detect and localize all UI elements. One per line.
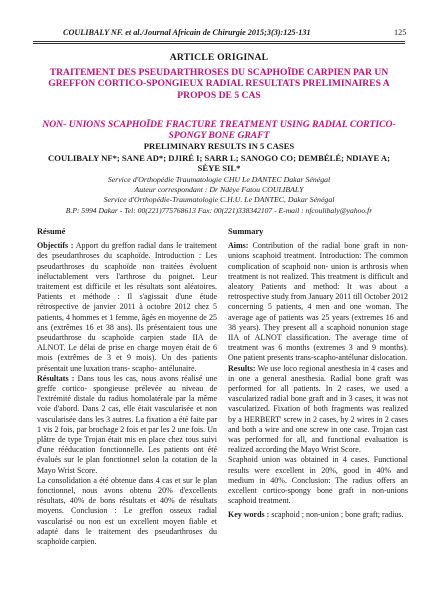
page-number: 125 xyxy=(394,28,407,37)
title-english: NON- UNIONS SCAPHOÏDE FRACTURE TREATMENT USING RADIAL CORTICO-SPONGY BONE GRAFT xyxy=(42,119,396,142)
resume-column xyxy=(37,227,217,547)
resume-consolidation: La consolidation a été obtenue dans 4 cas et sur le plan fonctionnel, nous avons obtenu 20% d'excellents résultats, 40% de bons résultats et 40% de résultats moyens. Conclusion : Le greffon osseux radial vascularisé ou non est un excellent moyen fiable et adapté dans le traitement des pseudarthroses du scaphoïde carpien. xyxy=(37,475,217,547)
objectifs-text: Apport du greffon radial dans le traitement des pseudarthroses du scaphoïde. Introduction : Les pseudarthroses du scaphoïde non traitées évoluent inéluctablement vers l'arthrose du poignet. Leur traitement est difficile et les résultats sont aléatoires. Patients et méthode : Il s'agissait d'une étude rétrospective de janvier 2011 à octobre 2012 chez 5 patients, 4 hommes et 1 femme, âgés en moyenne de 25 ans (extrêmes 16 et 38 ans). Ils présentaient tous une pseudarthrose du scaphoïde carpien stade IIA de ALNOT. Le délai de prise en charge moyen était de 6 mois (extrêmes de 3 et 9 mois). Un des patients présentait une luxation trans- scapho- antélunaire. xyxy=(37,241,218,373)
contact-details: B.P: 5994 Dakar - Tel: 00(221)775768613 Fax: 00(221)338342107 - E-mail : nfcoulibaly@yahoo.fr xyxy=(65,206,373,215)
summary-results xyxy=(228,364,408,456)
results-label: Results: xyxy=(228,363,256,373)
summary-aims xyxy=(228,241,408,363)
keywords xyxy=(228,510,408,520)
author-list: COULIBALY NF*; SANE AD*; DJIRÉ I; SARR L; SANOGO CO; DEMBÉLÉ; NDIAYE A; SÈYE SIL* xyxy=(48,153,390,174)
summary-heading: Summary xyxy=(228,227,264,236)
subtitle-english: PRELIMINARY RESULTS IN 5 CASES xyxy=(143,141,295,151)
corresponding-author: Auteur correspondant : Dr Ndèye Fatou COULIBALY xyxy=(134,185,304,194)
summary-union: Scaphoid union was obtained in 4 cases. Functional results were excellent in 20%, good in 40% and medium in 40%. Conclusion: The radius offers an excellent cortico-spongy bone graft in non-unions scaphoid treatment. xyxy=(228,455,408,506)
keywords-label: Key words : xyxy=(228,510,270,520)
resume-objectives xyxy=(37,241,217,374)
header-rule-thin xyxy=(33,43,405,44)
resultats-label: Résultats : xyxy=(37,373,75,383)
aims-text: Contribution of the radial bone graft in non-unions scaphoid treatment. Introduction: The common complication of scaphoid non- union is arthrosis when treatment is not realized. This treatment is difficult and aleatory Patients and method: It was about a retrospective study from January 2011 till October 2012 concerning 5 patients, 4 men and one woman. The average age of patients was 25 years (extremes 16 and 38 years). They present all a scaphoid nonunion stage IIA of ALNOT classification. The average time of treatment was 6 months (extremes 3 and 9 months). One patient presents trans-scapho-antélunar dislocation. xyxy=(228,241,408,363)
affiliation: Service d'Orthopédie Traumatologie CHU Le DANTEC Dakar Sénégal xyxy=(107,175,331,184)
resultats-text: Dans tous les cas, nous avons réalisé une greffe cortico- spongieuse prélevée au niveau de l'extrémité distale du radius homolatérale par la même voie d'abord. Dans 2 cas, elle était vascularisée et non vascularisée dans les 3 autres. La fixation a été faite par 1 vis 2 fois, par brochage 2 fois et par les 2 une fois. Un plâtre de type Trojan était mis en place chez tous suivi d'une rééducation fonctionnelle. Les patients ont été évalués sur le plan fonctionnel selon la cotation de la Mayo Wrist Score. xyxy=(37,373,217,475)
results-text: We use loco regional anesthesia in 4 cases and in one a general anesthesia. Radial bone graft was performed for all patients. In 2 cases, we used a vascularized radial bone graft and in 3 cases, it was not vascularized. Fixation of both fragments was realized by a HERBERT' screw in 2 cases, by 2 wires in 2 cases and both a wire and one screw in one case. Trojan cast was performed for all, and functional evaluation is realized according the Mayo Wrist Score. xyxy=(228,363,408,455)
aims-label: Aims: xyxy=(228,241,249,251)
objectifs-label: Objectifs : xyxy=(37,241,74,251)
resume-results xyxy=(37,374,217,476)
summary-column xyxy=(228,227,408,521)
header-rule xyxy=(33,41,405,42)
article-type: ARTICLE ORIGINAL xyxy=(169,52,269,63)
journal-citation: COULIBALY NF. et al./Journal Africain de Chirurgie 2015;3(3):125-131 xyxy=(63,28,311,37)
keywords-text: scaphoid ; non-union ; bone graft; radius. xyxy=(269,510,404,520)
resume-heading: Résumé xyxy=(37,227,66,236)
title-french: TRAITEMENT DES PSEUDARTHROSES DU SCAPHOÏDE CARPIEN PAR UN GREFFON CORTICO-SPONGIEUX RADIAL RESULTATS PRELIMINAIRES A PROPOS DE 5 CAS xyxy=(48,67,390,101)
affiliation-secondary: Service d'Orthopédie-Traumatologie C.H.U. Le DANTEC, Dakar Sénégal xyxy=(103,195,335,204)
